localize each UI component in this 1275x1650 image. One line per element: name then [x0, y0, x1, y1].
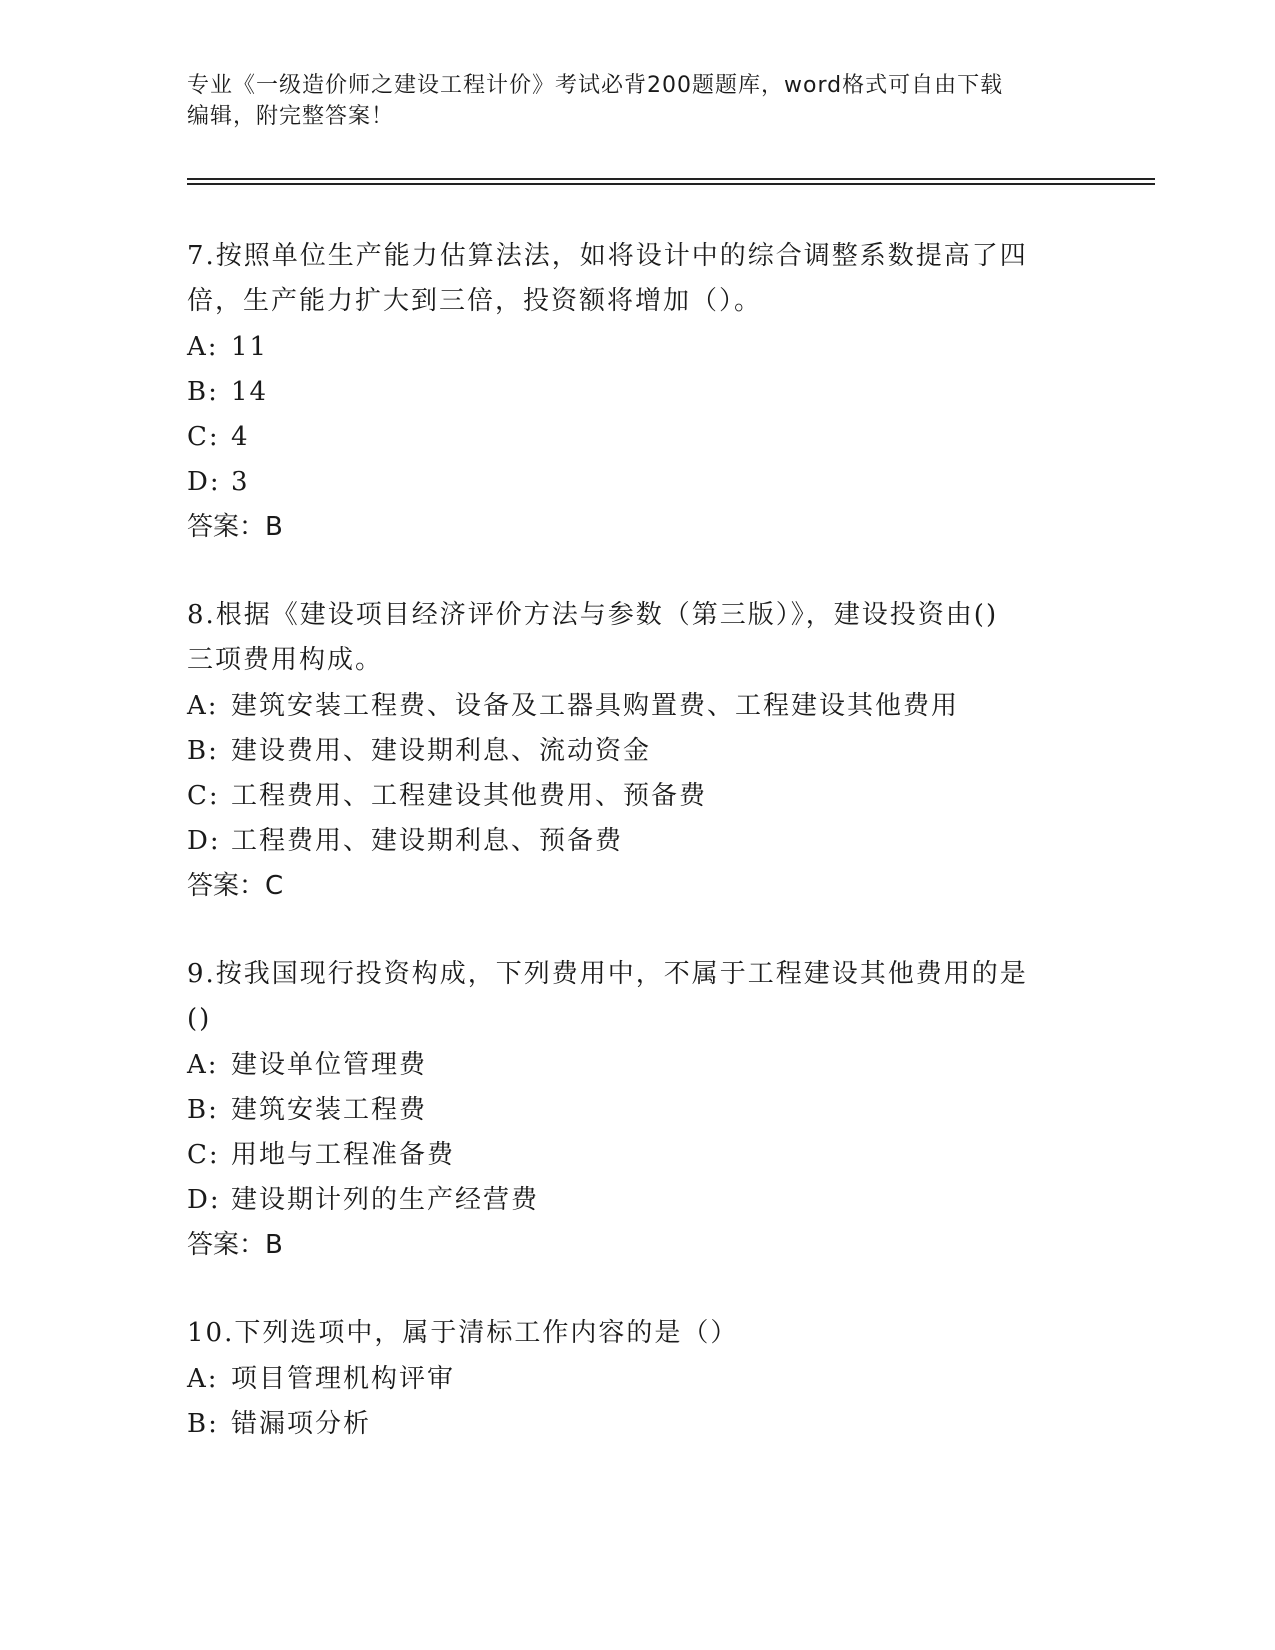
- option-letter: B:: [187, 736, 219, 766]
- option-letter: B:: [187, 377, 219, 407]
- option-a: [187, 1043, 1087, 1088]
- option-text: 建设费用、建设期利息、流动资金: [231, 736, 652, 766]
- option-text: 14: [231, 377, 269, 407]
- option-d: [187, 1178, 1087, 1223]
- option-b: [187, 1402, 1087, 1447]
- option-text: 建设期计列的生产经营费: [231, 1185, 540, 1215]
- option-text: 3: [231, 467, 250, 497]
- option-text: 建筑安装工程费: [231, 1095, 428, 1125]
- option-letter: B:: [187, 1409, 219, 1439]
- question-text: [187, 234, 1087, 324]
- option-text: 错漏项分析: [231, 1409, 372, 1439]
- option-letter: D:: [187, 1185, 221, 1215]
- question-9: [187, 952, 1087, 1268]
- question-7: [187, 234, 1087, 550]
- question-text-line: 9.按我国现行投资构成，下列费用中，不属于工程建设其他费用的是: [187, 959, 1028, 989]
- option-text: 建设单位管理费: [231, 1050, 428, 1080]
- question-text-line: 倍，生产能力扩大到三倍，投资额将增加（）。: [187, 286, 763, 316]
- question-text: [187, 952, 1087, 1042]
- option-b: [187, 1088, 1087, 1133]
- option-letter: A:: [187, 691, 219, 721]
- answer-line: 答案：C: [187, 871, 284, 901]
- option-letter: D:: [187, 467, 221, 497]
- option-letter: A:: [187, 1364, 219, 1394]
- header-divider-bottom: [187, 183, 1155, 185]
- option-d: [187, 460, 1087, 505]
- option-letter: B:: [187, 1095, 219, 1125]
- answer-line: 答案：B: [187, 512, 283, 542]
- question-text-line: 7.按照单位生产能力估算法法，如将设计中的综合调整系数提高了四: [187, 241, 1028, 271]
- option-text: 工程费用、建设期利息、预备费: [231, 826, 624, 856]
- header-line-1: 专业《一级造价师之建设工程计价》考试必背200题题库，word格式可自由下载: [187, 73, 1004, 98]
- header-line-2: 编辑，附完整答案！: [187, 104, 395, 129]
- option-letter: C:: [187, 781, 220, 811]
- option-c: [187, 1133, 1087, 1178]
- option-c: [187, 774, 1087, 819]
- option-a: [187, 325, 1087, 370]
- option-a: [187, 1357, 1087, 1402]
- option-b: [187, 370, 1087, 415]
- question-10: [187, 1311, 1087, 1447]
- document-header: [187, 70, 1067, 132]
- option-letter: C:: [187, 422, 220, 452]
- answer-line: 答案：B: [187, 1230, 283, 1260]
- question-text-line: 8.根据《建设项目经济评价方法与参数（第三版）》，建设投资由(): [187, 600, 999, 630]
- option-letter: A:: [187, 332, 219, 362]
- question-text-line: (): [187, 1004, 212, 1034]
- option-d: [187, 819, 1087, 864]
- question-text: [187, 1311, 1087, 1356]
- option-text: 建筑安装工程费、设备及工器具购置费、工程建设其他费用: [231, 691, 960, 721]
- option-letter: D:: [187, 826, 221, 856]
- option-text: 11: [231, 332, 269, 362]
- option-text: 工程费用、工程建设其他费用、预备费: [231, 781, 708, 811]
- option-a: [187, 684, 1087, 729]
- option-text: 项目管理机构评审: [231, 1364, 456, 1394]
- option-text: 4: [231, 422, 250, 452]
- header-divider-top: [187, 178, 1155, 180]
- question-text: [187, 593, 1087, 683]
- question-text-line: 三项费用构成。: [187, 645, 384, 675]
- question-8: [187, 593, 1087, 909]
- option-text: 用地与工程准备费: [231, 1140, 456, 1170]
- option-letter: C:: [187, 1140, 220, 1170]
- option-b: [187, 729, 1087, 774]
- option-letter: A:: [187, 1050, 219, 1080]
- option-c: [187, 415, 1087, 460]
- question-list: [187, 234, 1087, 1490]
- question-text-line: 10.下列选项中，属于清标工作内容的是（）: [187, 1318, 739, 1348]
